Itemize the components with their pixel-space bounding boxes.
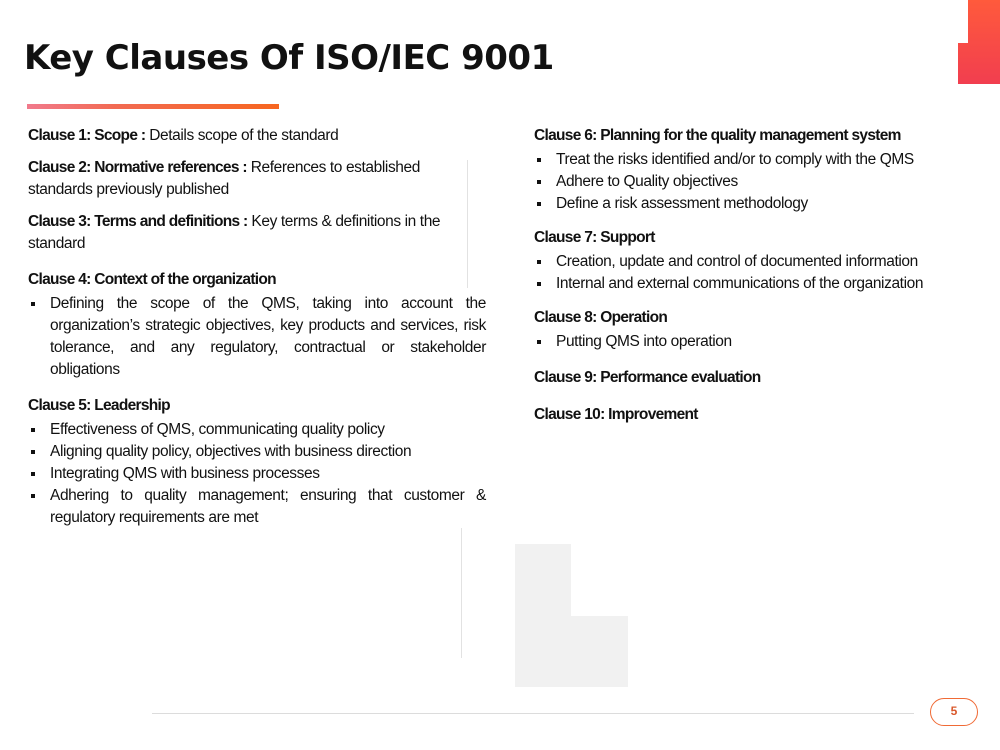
clause-4-heading: Clause 4: Context of the organization [28,271,276,288]
clause-9 [534,367,984,389]
clause-5-heading: Clause 5: Leadership [28,397,170,414]
divider-line [461,528,462,658]
clause-6-heading: Clause 6: Planning for the quality management system [534,127,901,144]
clause-4 [28,269,486,381]
list-item: Adhering to quality management; ensuring that customer & regulatory requirements are met [28,485,486,529]
list-item: Adhere to Quality objectives [534,171,984,193]
list-item: Define a risk assessment methodology [534,193,984,215]
clause-2 [28,157,486,201]
list-item: Aligning quality policy, objectives with business direction [28,441,486,463]
right-column [534,125,984,436]
clause-2-description: References to established standards previously published [28,159,420,198]
slide-title: Key Clauses Of ISO/IEC 9001 [24,38,554,78]
list-item: Defining the scope of the QMS, taking into account the organization’s strategic objectives, key products and services, risk tolerance, and any regulatory, contractual or stakeholder obligations [28,293,486,381]
clause-8 [534,307,984,353]
left-column [28,125,486,539]
page-number-badge: 5 [930,698,978,726]
clause-5-bullets [28,419,486,529]
clause-3-description: Key terms & definitions in the standard [28,213,441,252]
list-item: Treat the risks identified and/or to comply with the QMS [534,149,984,171]
clause-10-heading: Clause 10: Improvement [534,406,698,423]
clause-9-heading: Clause 9: Performance evaluation [534,369,761,386]
clause-3-heading: Clause 3: Terms and definitions : [28,213,248,230]
list-item: Effectiveness of QMS, communicating quality policy [28,419,486,441]
clause-5 [28,395,486,529]
list-item: Creation, update and control of documented information [534,251,984,273]
clause-6-bullets [534,149,984,215]
decorative-l-shape [515,544,628,687]
clause-1-description: Details scope of the standard [145,127,339,144]
title-underline [27,104,279,109]
clause-1 [28,125,486,147]
clause-8-bullets [534,331,984,353]
clause-2-heading: Clause 2: Normative references : [28,159,247,176]
clause-7 [534,227,984,295]
list-item: Putting QMS into operation [534,331,984,353]
corner-accent-shape [958,0,1000,84]
clause-6 [534,125,984,215]
clause-1-heading: Clause 1: Scope : [28,127,146,144]
list-item: Integrating QMS with business processes [28,463,486,485]
clause-3 [28,211,486,255]
clause-8-heading: Clause 8: Operation [534,309,668,326]
clause-4-bullets [28,293,486,381]
list-item: Internal and external communications of the organization [534,273,984,295]
clause-7-heading: Clause 7: Support [534,229,655,246]
clause-7-bullets [534,251,984,295]
footer-line [152,713,914,714]
clause-10 [534,404,984,426]
